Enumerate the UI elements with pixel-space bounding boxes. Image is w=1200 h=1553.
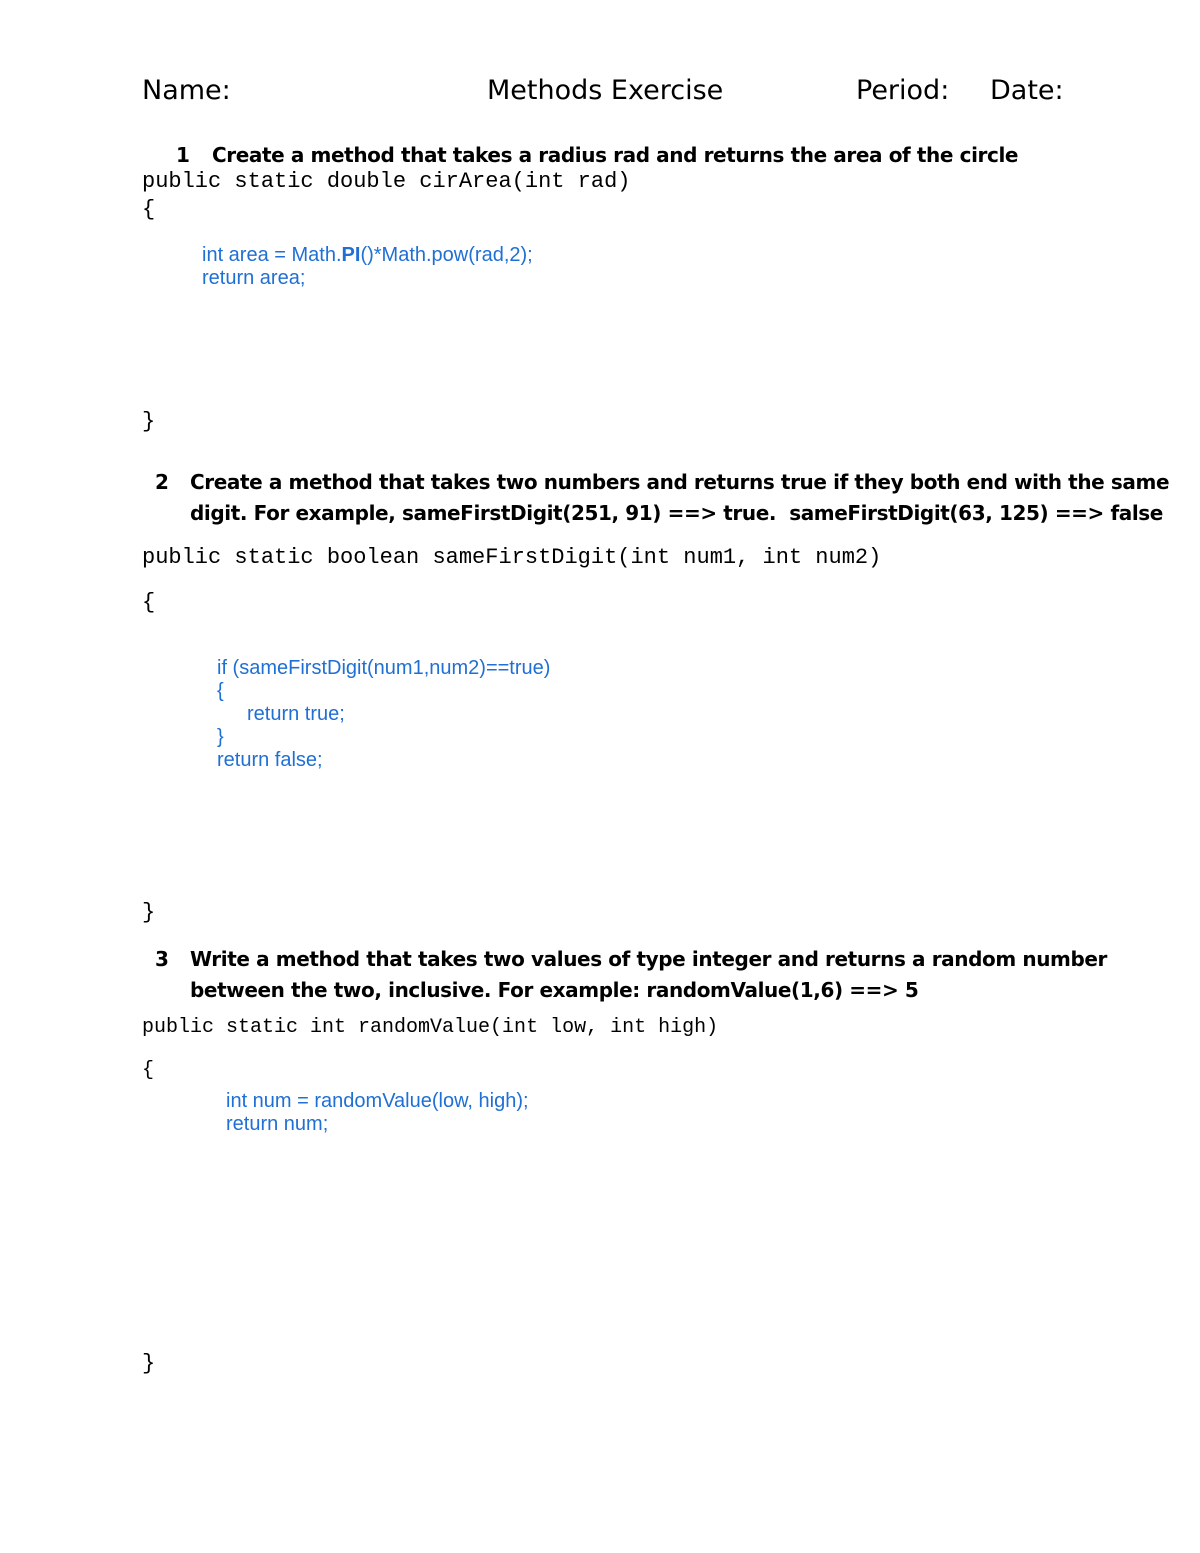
question-2-signature: public static boolean sameFirstDigit(int num1, int num2) — [142, 545, 882, 570]
question-3-close-brace: } — [142, 1351, 156, 1376]
question-1-close-brace: } — [142, 409, 156, 434]
question-2-close-brace: } — [142, 900, 156, 925]
question-1-signature: public static double cirArea(int rad) — [142, 169, 631, 194]
question-3-text-line-2: between the two, inclusive. For example: randomValue(1,6) ==> 5 — [190, 978, 919, 1002]
question-2-number: 2 — [155, 470, 169, 494]
name-label: Name: — [142, 75, 231, 106]
question-2-open-brace: { — [142, 590, 156, 615]
question-2-text-line-1: Create a method that takes two numbers and returns true if they both end with the same — [190, 470, 1170, 494]
question-2-answer-line-4: } — [217, 726, 224, 748]
date-label: Date: — [990, 75, 1064, 106]
question-3-text-line-1: Write a method that takes two values of type integer and returns a random number — [190, 947, 1108, 971]
question-1-open-brace: { — [142, 197, 156, 222]
question-3-number: 3 — [155, 947, 169, 971]
question-2-text-line-2: digit. For example, sameFirstDigit(251, 91) ==> true. sameFirstDigit(63, 125) ==> false — [190, 501, 1163, 525]
question-1-answer-line-1: int area = Math.PI()*Math.pow(rad,2); — [202, 244, 533, 266]
question-2-answer-line-5: return false; — [217, 749, 323, 771]
question-1-number: 1 — [176, 143, 190, 167]
question-3-answer-line-2: return num; — [226, 1113, 329, 1135]
question-3-open-brace: { — [142, 1059, 155, 1082]
question-2-answer-line-3: return true; — [247, 703, 345, 725]
question-3-signature: public static int randomValue(int low, int high) — [142, 1016, 719, 1039]
question-3-answer-line-1: int num = randomValue(low, high); — [226, 1090, 529, 1112]
question-1-answer-line-2: return area; — [202, 267, 306, 289]
page-title: Methods Exercise — [487, 75, 724, 106]
question-2-answer-line-1: if (sameFirstDigit(num1,num2)==true) — [217, 657, 551, 679]
question-2-answer-line-2: { — [217, 680, 224, 702]
period-label: Period: — [856, 75, 950, 106]
question-1-text: Create a method that takes a radius rad and returns the area of the circle — [212, 143, 1019, 167]
